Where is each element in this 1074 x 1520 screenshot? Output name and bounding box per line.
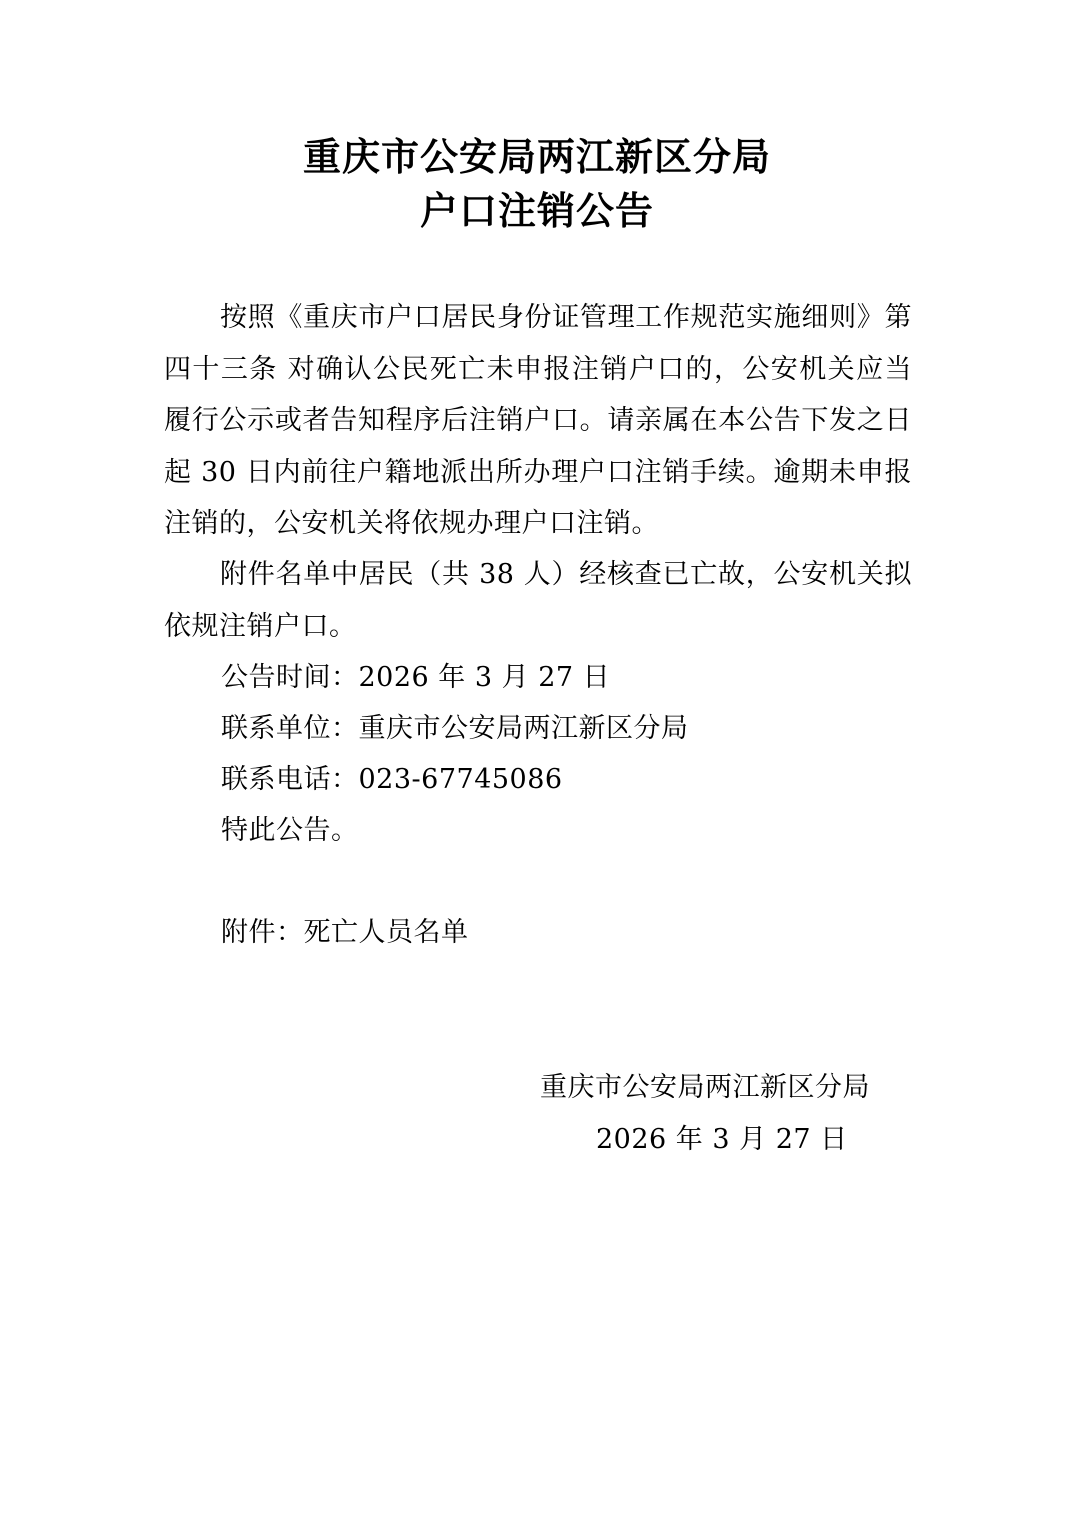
signature-date: 2026 年 3 月 27 日 — [596, 1124, 848, 1155]
contact-phone: 联系电话：023-67745086 — [221, 764, 563, 795]
attachment-line: 附件：死亡人员名单 — [221, 917, 469, 948]
closing-statement: 特此公告。 — [221, 815, 359, 846]
paragraph-regulation: 按照《重庆市户口居民身份证管理工作规范实施细则》第四十三条 对确认公民死亡未申报注销户口的，公安机关应当履行公示或者告知程序后注销户口。请亲属在本公告下发之日起 30 日内前往户籍地派出所办理户口注销手续。逾期未申报注销的，公安机关将依规办理户口注销。 — [164, 302, 912, 539]
title-line-2: 户口注销公告 — [419, 188, 654, 233]
contact-unit: 联系单位：重庆市公安局两江新区分局 — [221, 713, 689, 744]
notice-time: 公告时间：2026 年 3 月 27 日 — [221, 662, 611, 693]
signature-organization: 重庆市公安局两江新区分局 — [540, 1072, 870, 1103]
paragraph-residents: 附件名单中居民（共 38 人）经核查已亡故，公安机关拟依规注销户口。 — [164, 559, 912, 642]
title-line-1: 重庆市公安局两江新区分局 — [302, 134, 771, 179]
